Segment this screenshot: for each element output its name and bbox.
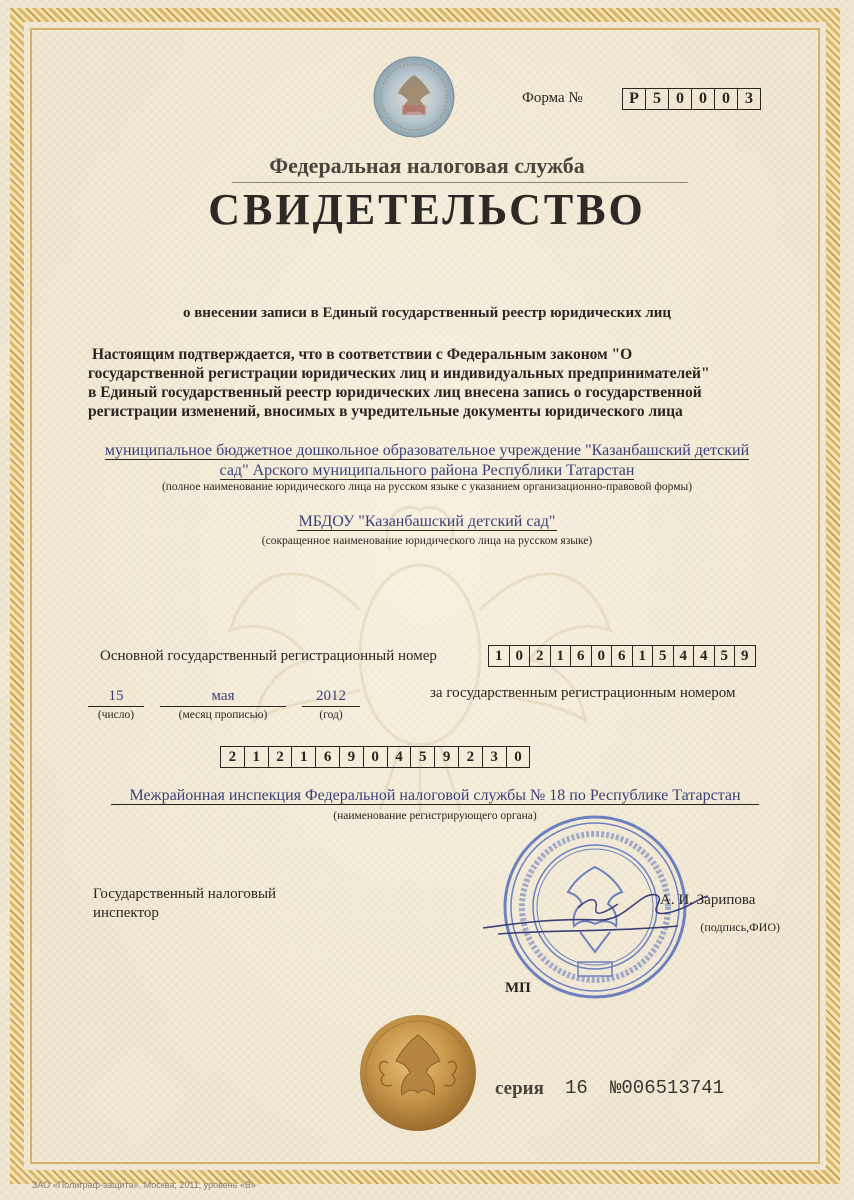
blank-number: №006513741 bbox=[610, 1077, 725, 1099]
organization-full-name bbox=[60, 441, 794, 481]
org-full-name-line2: сад" Арского муниципального района Республики Татарстан bbox=[219, 462, 635, 479]
date-day-caption: (число) bbox=[97, 709, 135, 721]
ogrn-boxes bbox=[488, 645, 756, 667]
ogrn-digit: 5 bbox=[715, 646, 736, 666]
org-short-name-caption: (сокращенное наименование юридического лица на русском языке) bbox=[261, 535, 593, 547]
confirmation-line: регистрации изменений, вносимых в учредительные документы юридического лица bbox=[88, 403, 683, 420]
form-code-cell: 0 bbox=[669, 89, 692, 109]
confirmation-line: в Единый государственный реестр юридических лиц внесена запись о государственной bbox=[88, 384, 702, 401]
date-year bbox=[302, 688, 360, 721]
ogrn-digit: 2 bbox=[530, 646, 551, 666]
confirmation-line: государственной регистрации юридических лиц и индивидуальных предпринимателей" bbox=[88, 365, 710, 382]
form-code-cell: 5 bbox=[646, 89, 669, 109]
grn-digit: 2 bbox=[459, 747, 483, 767]
grn-digit: 1 bbox=[292, 747, 316, 767]
gold-seal-icon bbox=[358, 1013, 478, 1133]
ogrn-digit: 4 bbox=[674, 646, 695, 666]
organization-short-name bbox=[0, 513, 854, 531]
ogrn-digit: 0 bbox=[592, 646, 613, 666]
registering-authority-name: Межрайонная инспекция Федеральной налоговой службы № 18 по Республике Татарстан bbox=[111, 787, 758, 805]
org-short-name-value: МБДОУ "Казанбашский детский сад" bbox=[298, 513, 556, 530]
inspector-name: А. И. Зарипова bbox=[660, 892, 756, 908]
confirmation-line: Настоящим подтверждается, что в соответствии с Федеральным законом "О bbox=[92, 346, 633, 363]
date-month-value: мая bbox=[160, 688, 286, 707]
date-year-value: 2012 bbox=[302, 688, 360, 707]
ogrn-digit: 0 bbox=[510, 646, 531, 666]
ogrn-digit: 1 bbox=[551, 646, 572, 666]
org-full-name-caption: (полное наименование юридического лица на русском языке с указанием организационно-правовой формы) bbox=[161, 481, 693, 493]
inspector-title bbox=[93, 885, 276, 923]
org-full-name-line1: муниципальное бюджетное дошкольное образовательное учреждение "Казанбашский детский bbox=[104, 442, 750, 459]
series-label: серия bbox=[495, 1078, 544, 1099]
registration-number-label: за государственным регистрационным номером bbox=[430, 685, 736, 701]
form-code-cell: Р bbox=[623, 89, 646, 109]
series-value: 16 bbox=[565, 1077, 588, 1099]
document-subtitle: о внесении записи в Единый государственный реестр юридических лиц bbox=[182, 305, 672, 321]
form-code-cell: 3 bbox=[745, 90, 753, 107]
date-month-caption: (месяц прописью) bbox=[178, 709, 268, 721]
grn-digit: 2 bbox=[221, 747, 245, 767]
title-divider bbox=[232, 182, 688, 183]
agency-name: Федеральная налоговая служба bbox=[269, 153, 585, 178]
registering-authority bbox=[95, 787, 775, 805]
ogrn-label: Основной государственный регистрационный номер bbox=[100, 648, 437, 664]
ogrn-digit: 1 bbox=[489, 646, 510, 666]
date-day-value: 15 bbox=[88, 688, 144, 707]
ogrn-digit: 9 bbox=[741, 648, 749, 664]
form-code-boxes bbox=[622, 88, 761, 110]
ogrn-digit: 6 bbox=[612, 646, 633, 666]
grn-digit: 0 bbox=[514, 749, 522, 765]
grn-digit: 9 bbox=[435, 747, 459, 767]
hologram-emblem-icon bbox=[372, 55, 456, 139]
grn-digit: 1 bbox=[245, 747, 269, 767]
ogrn-digit: 4 bbox=[694, 646, 715, 666]
grn-digit: 2 bbox=[269, 747, 293, 767]
grn-digit: 4 bbox=[388, 747, 412, 767]
seal-place-label: МП bbox=[505, 980, 531, 996]
ogrn-digit: 6 bbox=[571, 646, 592, 666]
grn-digit: 6 bbox=[316, 747, 340, 767]
grn-digit: 3 bbox=[483, 747, 507, 767]
grn-digit: 0 bbox=[364, 747, 388, 767]
signature-caption: (подпись,ФИО) bbox=[700, 920, 780, 934]
date-year-caption: (год) bbox=[319, 709, 343, 721]
ogrn-digit: 1 bbox=[633, 646, 654, 666]
confirmation-text bbox=[88, 345, 778, 421]
date-day bbox=[88, 688, 144, 721]
ogrn-digit: 5 bbox=[653, 646, 674, 666]
document-title: СВИДЕТЕЛЬСТВО bbox=[208, 185, 646, 234]
grn-boxes bbox=[220, 746, 530, 768]
inspector-title-line1: Государственный налоговый bbox=[93, 886, 277, 902]
form-code-cell: 0 bbox=[692, 89, 715, 109]
grn-digit: 5 bbox=[411, 747, 435, 767]
form-number-label: Форма № bbox=[522, 90, 583, 106]
form-code-cell: 0 bbox=[715, 89, 738, 109]
date-month bbox=[160, 688, 286, 721]
printer-footer: ЗАО «Полиграф-защита», Москва, 2011, уровень «В» bbox=[32, 1180, 256, 1190]
inspector-title-line2: инспектор bbox=[93, 905, 159, 921]
registering-authority-caption: (наименование регистрирующего органа) bbox=[333, 810, 537, 822]
grn-digit: 9 bbox=[340, 747, 364, 767]
